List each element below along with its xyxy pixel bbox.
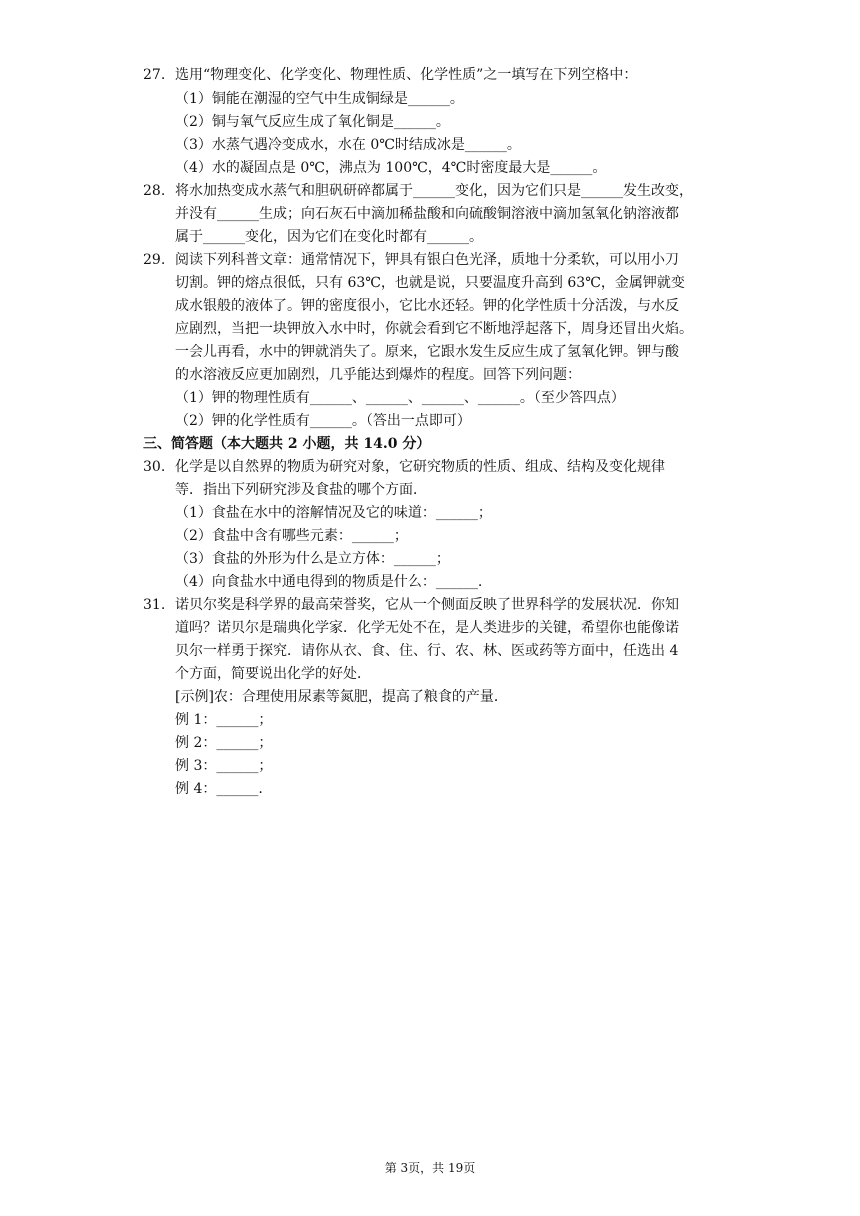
question-number-31: 31. <box>143 597 166 613</box>
q31-line: 个方面，简要说出化学的好处． <box>175 666 371 682</box>
q29-line: 的水溶液反应更加剧烈，几乎能达到爆炸的程度。回答下列问题： <box>175 367 581 383</box>
question-number-27: 27. <box>143 67 166 83</box>
q27-line: （1）铜能在潮湿的空气中生成铜绿是______。 <box>175 91 464 107</box>
q31-line: [示例]农：合理使用尿素等氮肥，提高了粮食的产量． <box>175 689 508 705</box>
q27-line: （2）铜与氧气反应生成了氧化铜是______。 <box>175 114 450 130</box>
q28-line: 属于______变化，因为它们在变化时都有______。 <box>175 229 483 245</box>
q29-line: 切割。钾的熔点很低，只有 63℃，也就是说，只要温度升高到 63℃，金属钾就变 <box>175 275 685 291</box>
q29-line: 成水银般的液体了。钾的密度很小，它比水还轻。钾的化学性质十分活泼，与水反 <box>175 298 679 314</box>
q31-line: 例 2：______； <box>175 735 273 751</box>
q30-line: （1）食盐在水中的溶解情况及它的味道：______； <box>175 505 492 521</box>
q28-line: 并没有______生成；向石灰石中滴加稀盐酸和向硫酸铜溶液中滴加氢氧化钠溶液都 <box>175 206 679 222</box>
q31-line: 诺贝尔奖是科学界的最高荣誉奖，它从一个侧面反映了世界科学的发展状况．你知 <box>175 597 679 613</box>
q29-line: （1）钾的物理性质有______、______、______、______。（至少答四点） <box>175 390 625 406</box>
q29-line: 一会儿再看，水中的钾就消失了。原来，它跟水发生反应生成了氢氧化钾。钾与酸 <box>175 344 679 360</box>
question-number-29: 29. <box>143 252 166 268</box>
q27-line: （4）水的凝固点是 0℃，沸点为 100℃，4℃时密度最大是______。 <box>175 160 607 176</box>
q30-line: （2）食盐中含有哪些元素：______； <box>175 528 408 544</box>
q31-line: 例 3：______； <box>175 758 273 774</box>
q29-line: （2）钾的化学性质有______。（答出一点即可） <box>175 413 471 429</box>
q30-line: 化学是以自然界的物质为研究对象，它研究物质的性质、组成、结构及变化规律 <box>175 459 665 475</box>
q31-line: 例 4：______. <box>175 781 263 797</box>
q31-line: 贝尔一样勇于探究．请你从衣、食、住、行、农、林、医或药等方面中，任选出 4 <box>175 643 679 659</box>
section-heading: 三、简答题（本大题共 2 小题，共 14.0 分） <box>143 436 431 452</box>
q31-line: 例 1：______； <box>175 712 273 728</box>
q30-line: 等．指出下列研究涉及食盐的哪个方面． <box>175 482 427 498</box>
q27-line: 选用“物理变化、化学变化、物理性质、化学性质”之一填写在下列空格中： <box>175 67 638 83</box>
q27-line: （3）水蒸气遇冷变成水，水在 0℃时结成冰是______。 <box>175 137 521 153</box>
q30-line: （3）食盐的外形为什么是立方体：______； <box>175 551 450 567</box>
q28-line: 将水加热变成水蒸气和胆矾研碎都属于______变化，因为它们只是______发生改变， <box>175 183 693 199</box>
question-number-30: 30. <box>143 459 166 475</box>
q29-line: 阅读下列科普文章：通常情况下，钾具有银白色光泽，质地十分柔软，可以用小刀 <box>175 252 679 268</box>
q29-line: 应剧烈，当把一块钾放入水中时，你就会看到它不断地浮起落下，周身还冒出火焰。 <box>175 321 693 337</box>
q31-line: 道吗？诺贝尔是瑞典化学家．化学无处不在，是人类进步的关键，希望你也能像诺 <box>175 620 679 636</box>
page-footer: 第 3页，共 19页 <box>384 1161 476 1175</box>
question-number-28: 28. <box>143 183 166 199</box>
q30-line: （4）向食盐水中通电得到的物质是什么：______. <box>175 574 483 590</box>
